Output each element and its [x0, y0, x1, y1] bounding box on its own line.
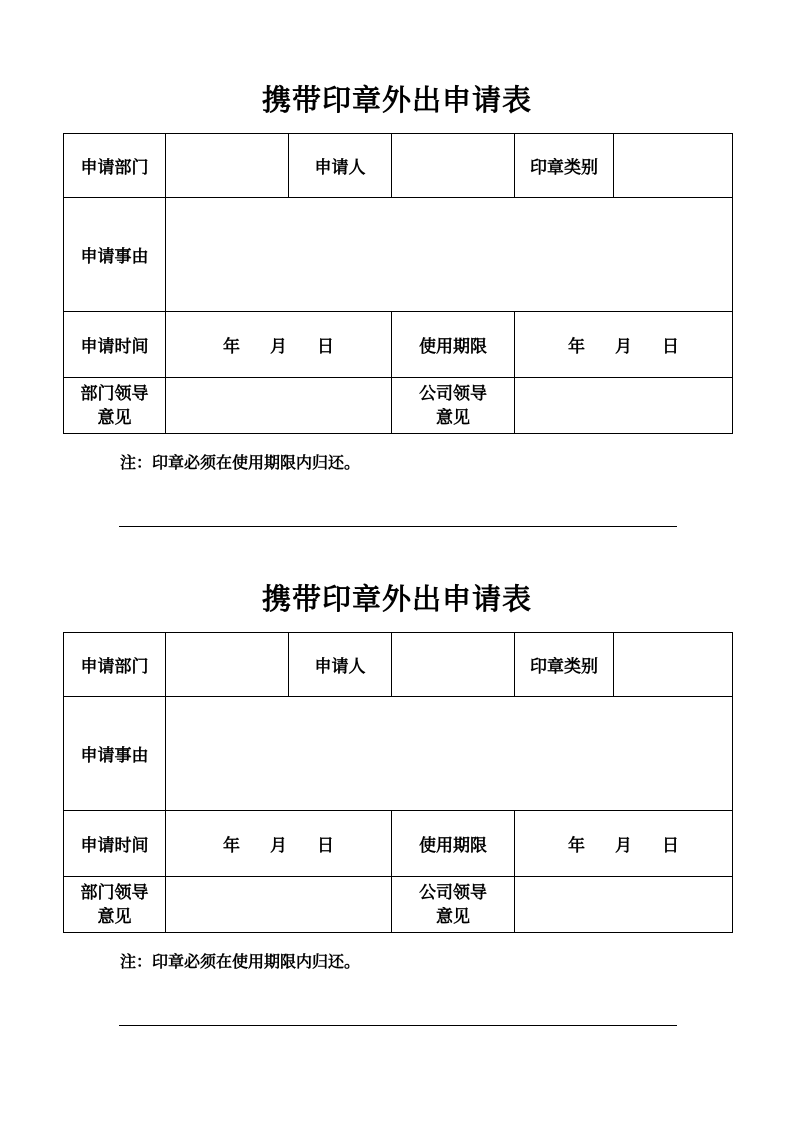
department-field[interactable]: [166, 134, 289, 198]
cut-line-divider: [119, 526, 677, 527]
reason-field[interactable]: [166, 198, 733, 312]
company-leader-label: [392, 378, 515, 434]
table-row: [64, 877, 733, 933]
department-label: 申请部门: [64, 134, 166, 198]
usage-limit-label: 使用期限: [392, 312, 515, 378]
month-unit: 月: [615, 337, 632, 357]
department-field[interactable]: [166, 633, 289, 697]
dept-leader-label: [64, 378, 166, 434]
reason-field[interactable]: [166, 697, 733, 811]
year-unit: 年: [223, 337, 240, 357]
form-title: 携带印章外出申请表: [261, 83, 532, 117]
dept-leader-label: [64, 877, 166, 933]
year-unit: 年: [223, 836, 240, 856]
table-row: [64, 633, 733, 697]
department-label: 申请部门: [64, 633, 166, 697]
form-note: 注：印章必须在使用期限内归还。: [120, 952, 361, 971]
dept-leader-label-line1: 部门领导: [80, 383, 149, 404]
applicant-label: 申请人: [289, 633, 392, 697]
applicant-field[interactable]: [392, 134, 515, 198]
dept-leader-opinion-field[interactable]: [166, 378, 392, 434]
seal-type-field[interactable]: [614, 633, 733, 697]
table-row: [64, 198, 733, 312]
company-leader-opinion-field[interactable]: [515, 877, 733, 933]
table-row: [64, 134, 733, 198]
seal-type-label: 印章类别: [515, 633, 614, 697]
year-unit: 年: [568, 836, 585, 856]
apply-time-field[interactable]: [166, 312, 392, 378]
month-unit: 月: [270, 836, 287, 856]
dept-leader-opinion-field[interactable]: [166, 877, 392, 933]
usage-limit-field[interactable]: [515, 811, 733, 877]
dept-leader-label-line2: 意见: [97, 407, 132, 428]
usage-limit-field[interactable]: [515, 312, 733, 378]
form-table: [63, 632, 733, 933]
company-leader-label: [392, 877, 515, 933]
form-table: [63, 133, 733, 434]
day-unit: 日: [662, 836, 679, 856]
dept-leader-label-line1: 部门领导: [80, 882, 149, 903]
apply-time-field[interactable]: [166, 811, 392, 877]
company-leader-label-line2: 意见: [436, 906, 470, 927]
day-unit: 日: [662, 337, 679, 357]
day-unit: 日: [317, 836, 334, 856]
year-unit: 年: [568, 337, 585, 357]
apply-time-label: 申请时间: [64, 811, 166, 877]
form-title: 携带印章外出申请表: [261, 582, 532, 616]
applicant-label: 申请人: [289, 134, 392, 198]
company-leader-label-line2: 意见: [436, 407, 470, 428]
table-row: [64, 697, 733, 811]
apply-time-label: 申请时间: [64, 312, 166, 378]
day-unit: 日: [317, 337, 334, 357]
company-leader-label-line1: 公司领导: [419, 882, 487, 903]
table-row: [64, 811, 733, 877]
form-note: 注：印章必须在使用期限内归还。: [120, 453, 361, 472]
reason-label: 申请事由: [64, 697, 166, 811]
company-leader-opinion-field[interactable]: [515, 378, 733, 434]
month-unit: 月: [270, 337, 287, 357]
cut-line-divider: [119, 1025, 677, 1026]
table-row: [64, 312, 733, 378]
seal-type-label: 印章类别: [515, 134, 614, 198]
month-unit: 月: [615, 836, 632, 856]
dept-leader-label-line2: 意见: [97, 906, 132, 927]
company-leader-label-line1: 公司领导: [419, 383, 487, 404]
usage-limit-label: 使用期限: [392, 811, 515, 877]
table-row: [64, 378, 733, 434]
applicant-field[interactable]: [392, 633, 515, 697]
seal-type-field[interactable]: [614, 134, 733, 198]
reason-label: 申请事由: [64, 198, 166, 312]
